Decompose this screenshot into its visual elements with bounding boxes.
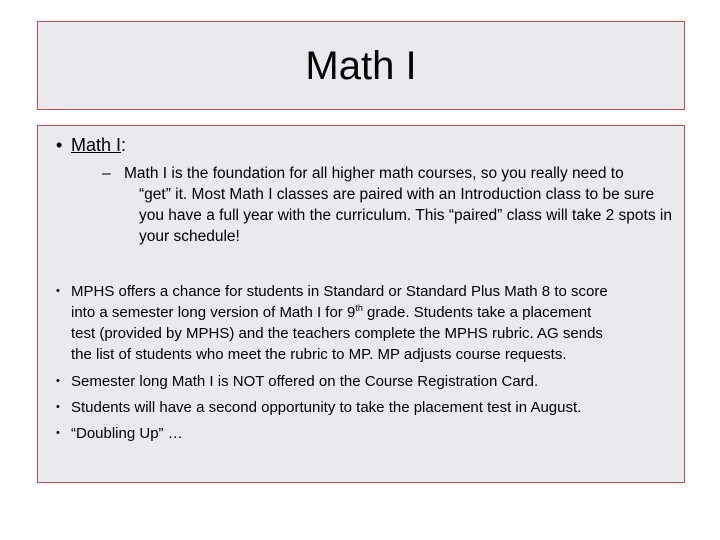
superscript: th (355, 303, 363, 313)
main-bullet-text (71, 134, 126, 156)
title-box (37, 21, 685, 110)
list-item-segment: into a semester long version of Math I for 9 (71, 304, 356, 321)
list-item-line: test (provided by MPHS) and the teachers complete the MPHS rubric. AG sends (71, 325, 603, 342)
bullet-dot-icon: • (56, 401, 60, 413)
sub-bullet-text (102, 163, 679, 247)
list-item-line (71, 302, 661, 323)
sub-bullet-line: Math I is the foundation for all higher math courses, so you really need to (124, 165, 624, 182)
slide-title: Math I (305, 43, 417, 88)
content-box (37, 125, 685, 483)
list-item-text (71, 423, 661, 444)
list-item-line: MPHS offers a chance for students in Standard or Standard Plus Math 8 to score (71, 283, 608, 300)
list-item-text (71, 281, 661, 365)
bullet-dot-icon: • (56, 375, 60, 387)
list-item-line: Semester long Math I is NOT offered on the Course Registration Card. (71, 373, 539, 390)
bullet-dot-icon: • (56, 135, 63, 155)
main-bullet-label: Math I (71, 135, 122, 155)
dash-icon: – (102, 165, 111, 182)
main-bullet-suffix: : (121, 135, 127, 155)
list-item-line: Students will have a second opportunity to take the placement test in August. (71, 399, 582, 416)
list-item-text (71, 371, 661, 392)
list-item-segment: grade. Students take a placement (362, 304, 592, 321)
list-item-line: the list of students who meet the rubric to MP. MP adjusts course requests. (71, 346, 567, 363)
bullet-dot-icon: • (56, 285, 60, 297)
list-item-line: “Doubling Up” … (71, 425, 183, 442)
list-item-text (71, 397, 661, 418)
sub-bullet-line: “get” it. Most Math I classes are paired with an Introduction class to be sure (139, 186, 655, 203)
bullet-dot-icon: • (56, 427, 60, 439)
sub-bullet-line: your schedule! (139, 228, 240, 245)
sub-bullet-line: you have a full year with the curriculum. This “paired” class will take 2 spots in (139, 207, 672, 224)
